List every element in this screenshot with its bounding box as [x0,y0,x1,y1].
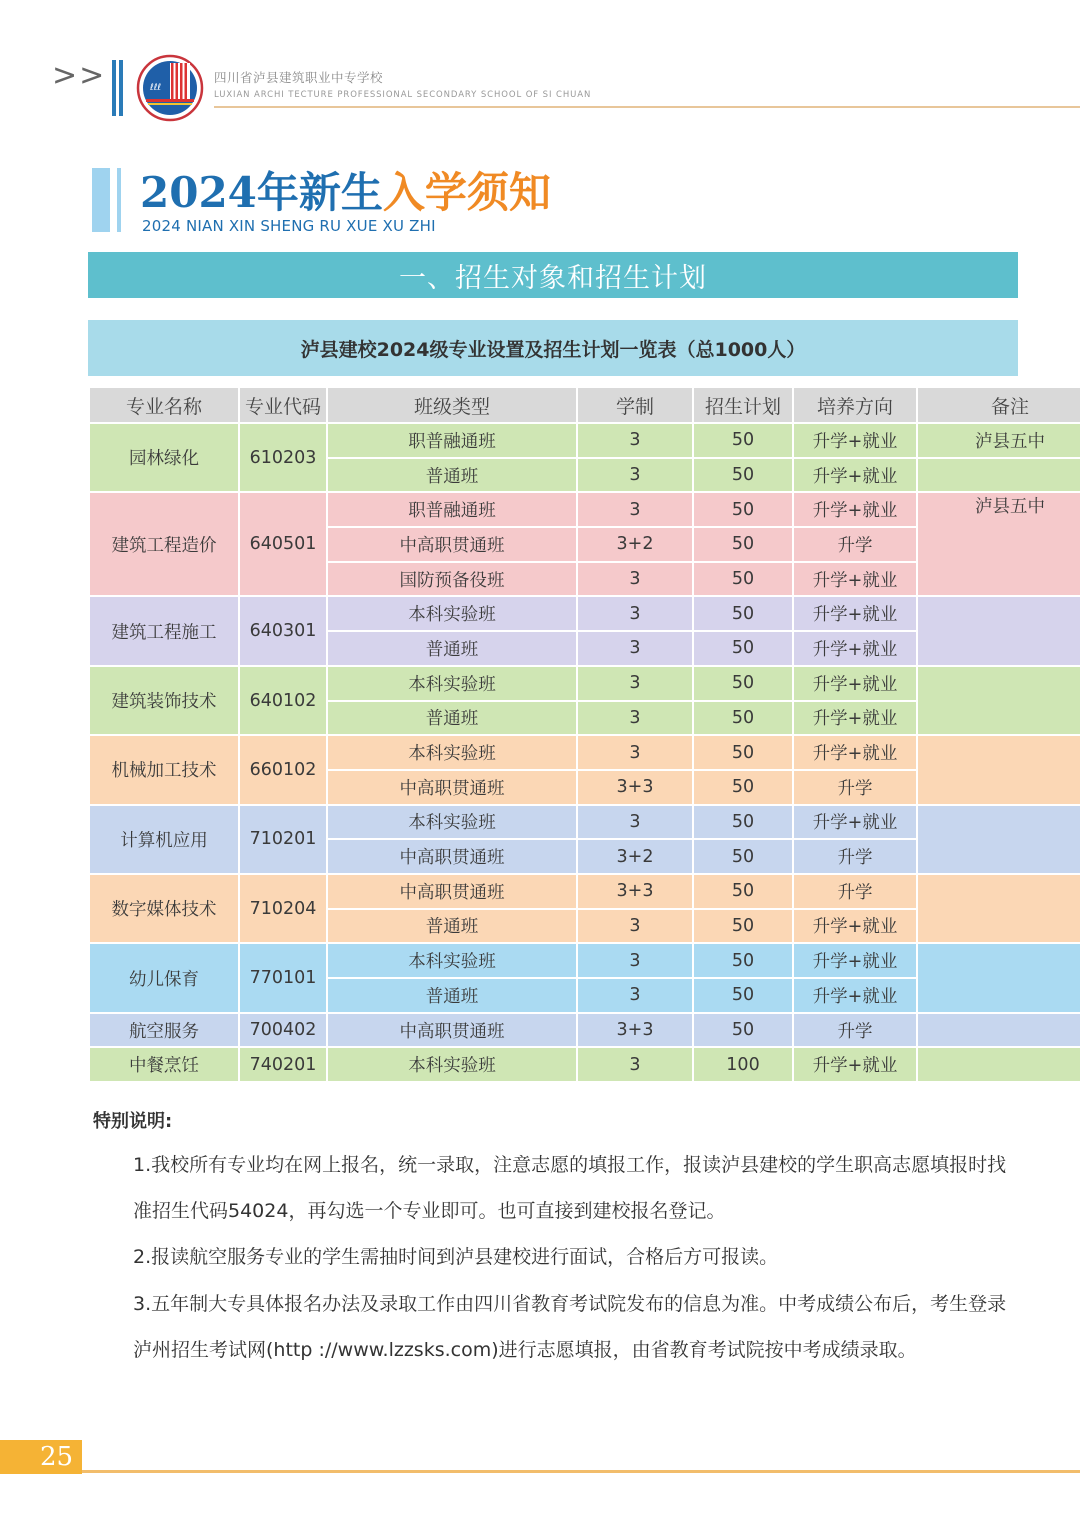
direction-cell: 升学 [793,874,917,909]
column-header: 专业代码 [239,387,327,423]
note-text: 2.报读航空服务专业的学生需抽时间到泸县建校进行面试，合格后方可报读。 [133,1246,779,1268]
class-type-cell: 本科实验班 [327,1047,577,1082]
column-header: 学制 [577,387,693,423]
note-paragraph [93,1142,1013,1234]
direction-cell: 升学+就业 [793,666,917,701]
table-row [89,666,1080,701]
table-row [89,874,1080,909]
major-name-cell: 航空服务 [89,1013,239,1048]
major-code-cell: 710204 [239,874,327,943]
plan-cell: 50 [693,596,793,631]
major-name-cell: 幼儿保育 [89,943,239,1012]
direction-cell: 升学 [793,527,917,562]
class-type-cell: 职普融通班 [327,492,577,527]
direction-cell: 升学+就业 [793,596,917,631]
class-type-cell: 普通班 [327,701,577,736]
years-cell: 3+3 [577,770,693,805]
plan-cell: 50 [693,527,793,562]
class-type-cell: 中高职贯通班 [327,1013,577,1048]
years-cell: 3 [577,1047,693,1082]
years-cell: 3 [577,735,693,770]
plan-cell: 50 [693,631,793,666]
column-header: 培养方向 [793,387,917,423]
plan-cell: 50 [693,943,793,978]
years-cell: 3+2 [577,527,693,562]
class-type-cell: 本科实验班 [327,596,577,631]
class-type-cell: 本科实验班 [327,666,577,701]
svg-text:ℓℓℓ: ℓℓℓ [150,83,162,93]
table-row [89,596,1080,631]
years-cell: 3 [577,562,693,597]
major-code-cell: 700402 [239,1013,327,1048]
note-cell [917,596,1080,665]
years-cell: 3 [577,596,693,631]
years-cell: 3 [577,909,693,944]
page-title-orange: 入学须知 [382,168,551,217]
direction-cell: 升学+就业 [793,458,917,493]
direction-cell: 升学 [793,839,917,874]
note-paragraph [93,1234,1013,1280]
plan-cell: 50 [693,874,793,909]
column-header: 备注 [917,387,1080,423]
years-cell: 3 [577,492,693,527]
note-cell [917,943,1080,1012]
table-row [89,423,1080,458]
major-name-cell: 数字媒体技术 [89,874,239,943]
table-row [89,1047,1080,1082]
note-cell [917,805,1080,874]
class-type-cell: 普通班 [327,909,577,944]
direction-cell: 升学+就业 [793,492,917,527]
direction-cell: 升学+就业 [793,735,917,770]
note-text: 3.五年制大专具体报名办法及录取工作由四川省教育考试院发布的信息为准。中考成绩公布后，考生登录泸州招生考试网(http ://www.lzzsks.com)进行志愿填报，由省教育考试院按中考成绩录取。 [133,1293,1007,1361]
years-cell: 3+3 [577,874,693,909]
header-divider-line [214,106,1080,108]
header-divider-bar [112,60,116,116]
note-cell [917,735,1080,804]
note-paragraph [93,1281,1013,1373]
header-divider-bar [119,60,123,116]
plan-cell: 50 [693,423,793,458]
plan-cell: 50 [693,770,793,805]
class-type-cell: 国防预备役班 [327,562,577,597]
years-cell: 3+3 [577,1013,693,1048]
section-heading: 一、招生对象和招生计划 [88,252,1018,298]
major-name-cell: 建筑装饰技术 [89,666,239,735]
footer-line [82,1470,1080,1473]
note-cell [917,666,1080,735]
note-cell [917,458,1080,493]
school-name-cn: 四川省泸县建筑职业中专学校 [214,70,384,85]
class-type-cell: 中高职贯通班 [327,874,577,909]
major-code-cell: 660102 [239,735,327,804]
title-accent-bar [92,168,110,232]
plan-cell: 50 [693,839,793,874]
page-title-blue: 2024年新生 [140,168,383,217]
table-row [89,735,1080,770]
years-cell: 3 [577,701,693,736]
direction-cell: 升学 [793,770,917,805]
years-cell: 3 [577,943,693,978]
years-cell: 3 [577,423,693,458]
note-cell [917,1013,1080,1048]
major-code-cell: 640301 [239,596,327,665]
title-accent-bar [117,168,121,232]
direction-cell: 升学+就业 [793,805,917,840]
years-cell: 3 [577,978,693,1013]
note-text: 1.我校所有专业均在网上报名，统一录取，注意志愿的填报工作，报读泸县建校的学生职高志愿填报时找准招生代码54024，再勾选一个专业即可。也可直接到建校报名登记。 [133,1154,1007,1222]
major-code-cell: 740201 [239,1047,327,1082]
page-number: 25 [40,1442,74,1472]
direction-cell: 升学+就业 [793,631,917,666]
class-type-cell: 普通班 [327,458,577,493]
direction-cell: 升学+就业 [793,943,917,978]
class-type-cell: 普通班 [327,978,577,1013]
direction-cell: 升学+就业 [793,701,917,736]
major-name-cell: 中餐烹饪 [89,1047,239,1082]
direction-cell: 升学 [793,1013,917,1048]
major-code-cell: 640501 [239,492,327,596]
major-code-cell: 640102 [239,666,327,735]
plan-cell: 50 [693,978,793,1013]
class-type-cell: 中高职贯通班 [327,527,577,562]
table-caption: 泸县建校2024级专业设置及招生计划一览表（总1000人） [88,320,1018,376]
plan-cell: 50 [693,458,793,493]
class-type-cell: 普通班 [327,631,577,666]
notes-title: 特别说明: [93,1111,173,1132]
plan-cell: 100 [693,1047,793,1082]
column-header: 班级类型 [327,387,577,423]
plan-cell: 50 [693,805,793,840]
page-title-pinyin: 2024 NIAN XIN SHENG RU XUE XU ZHI [142,217,436,235]
plan-cell: 50 [693,1013,793,1048]
chevron-right-icon: >> [52,58,107,93]
plan-cell: 50 [693,492,793,527]
plan-cell: 50 [693,701,793,736]
column-header: 招生计划 [693,387,793,423]
school-emblem-icon [136,54,204,122]
major-name-cell: 计算机应用 [89,805,239,874]
direction-cell: 升学+就业 [793,423,917,458]
table-row [89,492,1080,527]
major-code-cell: 610203 [239,423,327,492]
plan-cell: 50 [693,735,793,770]
note-cell [917,874,1080,943]
years-cell: 3 [577,458,693,493]
class-type-cell: 中高职贯通班 [327,839,577,874]
class-type-cell: 本科实验班 [327,943,577,978]
direction-cell: 升学+就业 [793,562,917,597]
note-cell: 泸县五中 [917,423,1080,458]
column-header: 专业名称 [89,387,239,423]
years-cell: 3 [577,666,693,701]
plan-cell: 50 [693,666,793,701]
class-type-cell: 本科实验班 [327,735,577,770]
table-header-row [89,387,1080,423]
plan-cell: 50 [693,562,793,597]
years-cell: 3 [577,805,693,840]
note-cell: 泸县五中 [917,492,1080,596]
years-cell: 3+2 [577,839,693,874]
school-name-en: LUXIAN ARCHI TECTURE PROFESSIONAL SECONDARY SCHOOL OF SI CHUAN [214,90,592,100]
page-title [140,160,551,220]
direction-cell: 升学+就业 [793,1047,917,1082]
table-row [89,943,1080,978]
plan-cell: 50 [693,909,793,944]
major-name-cell: 机械加工技术 [89,735,239,804]
direction-cell: 升学+就业 [793,909,917,944]
table-row [89,1013,1080,1048]
major-name-cell: 园林绿化 [89,423,239,492]
class-type-cell: 本科实验班 [327,805,577,840]
major-code-cell: 710201 [239,805,327,874]
direction-cell: 升学+就业 [793,978,917,1013]
major-code-cell: 770101 [239,943,327,1012]
table-row [89,805,1080,840]
note-cell [917,1047,1080,1082]
major-name-cell: 建筑工程造价 [89,492,239,596]
major-name-cell: 建筑工程施工 [89,596,239,665]
class-type-cell: 职普融通班 [327,423,577,458]
years-cell: 3 [577,631,693,666]
enrollment-plan-table [88,386,1080,1083]
class-type-cell: 中高职贯通班 [327,770,577,805]
